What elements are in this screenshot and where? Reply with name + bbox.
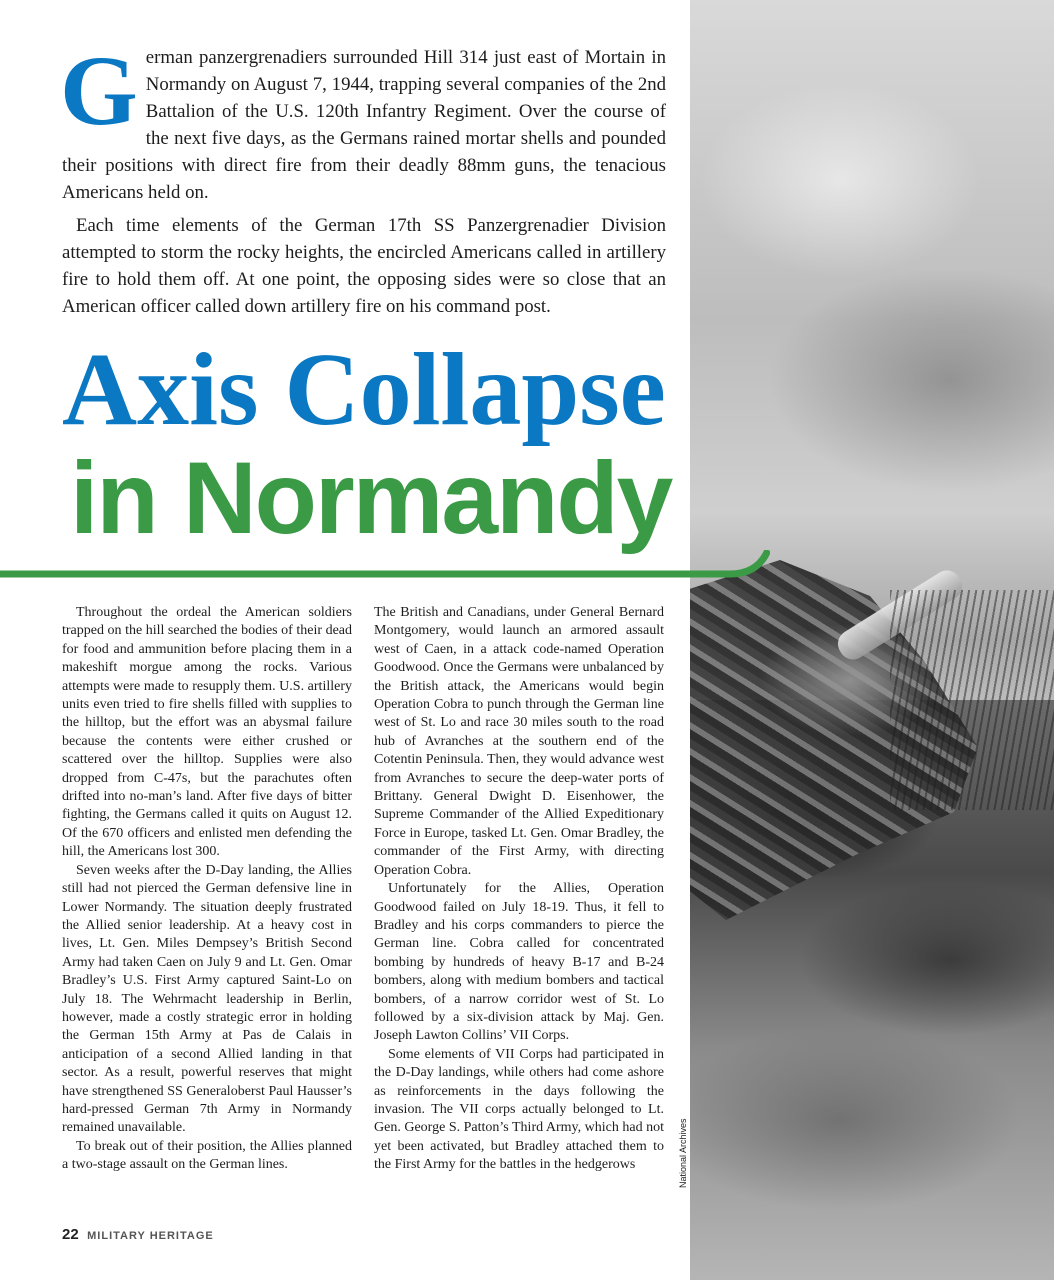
magazine-name: MILITARY HERITAGE [87, 1230, 214, 1242]
page-number: 22 [62, 1226, 79, 1243]
body-column-right [374, 604, 664, 1175]
headline-line1: Axis Collapse [62, 332, 666, 447]
headline-line2: in Normandy [70, 441, 672, 555]
body-paragraph: Throughout the ordeal the American soldiers trapped on the hill searched the bodies of their dead for food and ammunition before placing them in a makeshift morgue among the rocks. Various attempts were made to resupply them. U.S. artillery units even tried to fire shells filled with supplies to the hilltop, but the effort was an abysmal failure because the contents were either crushed or scattered over the hilltop. Supplies were also dropped from C-47s, but the parachutes often drifted into no-man’s land. After five days of bitter fighting, the Germans called it quits on August 12. Of the 670 officers and enlisted men defending the hill, the Americans lost 300. [62, 605, 352, 860]
body-column-left [62, 604, 352, 1175]
body-paragraph: Seven weeks after the D-Day landing, the Allies still had not pierced the German defensive line in Lower Normandy. The situation deeply frustrated the Allied senior leadership. At a heavy cost in lives, Lt. Gen. Miles Dempsey’s British Second Army had taken Caen on July 9 and Lt. Gen. Omar Bradley’s U.S. First Army captured Saint-Lo on July 18. The Wehrmacht leadership in Berlin, however, made a costly strategic error in holding the German 15th Army at Pas de Calais in anticipation of a second Allied landing in that sector. As a result, powerful reserves that might have strengthened SS Generaloberst Paul Hausser’s hard-pressed German 7th Army in Normandy remained unavailable. [62, 862, 352, 1136]
page-footer [62, 1226, 214, 1244]
body-paragraph: Unfortunately for the Allies, Operation Goodwood failed on July 18-19. Thus, it fell to Bradley and his corps commanders to pierce the German line. Cobra called for concentrated bombing by hundreds of heavy B-17 and B-24 bombers, along with medium bombers and tactical bombers, of a narrow corridor west of St. Lo followed by a six-division attack by Maj. Gen. Joseph Lawton Collins’ VII Corps. [374, 881, 664, 1044]
drop-cap: G [60, 35, 138, 146]
intro-paragraph-1-text: erman panzergrenadiers surrounded Hill 314 just east of Mortain in Normandy on August 7, 1944, trapping several companies of the 2nd Battalion of the U.S. 120th Infantry Regiment. Over the course of the next five days, as the Germans rained mortar shells and pounded their positions with direct fire from their deadly 88mm guns, the tenacious Americans held on. [62, 47, 666, 203]
body-paragraph: Some elements of VII Corps had participated in the D-Day landings, while others had come ashore as reinforcements in the days following the invasion. The VII corps actually belonged to Lt. Gen. George S. Patton’s Third Army, which had not yet been activated, but Bradley attached them to the First Army for the battles in the hedgerows [374, 1046, 664, 1173]
body-paragraph: To break out of their position, the Allies planned a two-stage assault on the German lines. [62, 1138, 352, 1173]
tank-photo [690, 0, 1054, 1280]
photo-credit: National Archives [678, 1118, 688, 1188]
photo-foliage [890, 590, 1054, 810]
intro-text [60, 35, 666, 320]
intro-paragraph [60, 35, 666, 206]
headline-underline [0, 550, 770, 580]
intro-paragraph: Each time elements of the German 17th SS Panzergrenadier Division attempted to storm the rocky heights, the encircled Americans called in artillery fire to hold them off. At one point, the opposing sides were so close that an American officer called down artillery fire on his command post. [62, 215, 666, 317]
body-paragraph: The British and Canadians, under General Bernard Montgomery, would launch an armored assault west of Caen, in a attack code-named Operation Goodwood. Once the Germans were unbalanced by the British attack, the Americans would begin Operation Cobra to punch through the German line west of St. Lo and race 30 miles south to the road hub of Avranches at the southern end of the Cotentin Peninsula. Then, they would advance west from Avranches to secure the deep-water ports of Brittany. General Dwight D. Eisenhower, the Supreme Commander of the Allied Expeditionary Force in Europe, tasked Lt. Gen. Omar Bradley, the commander of the First Army, with directing Operation Cobra. [374, 605, 664, 878]
